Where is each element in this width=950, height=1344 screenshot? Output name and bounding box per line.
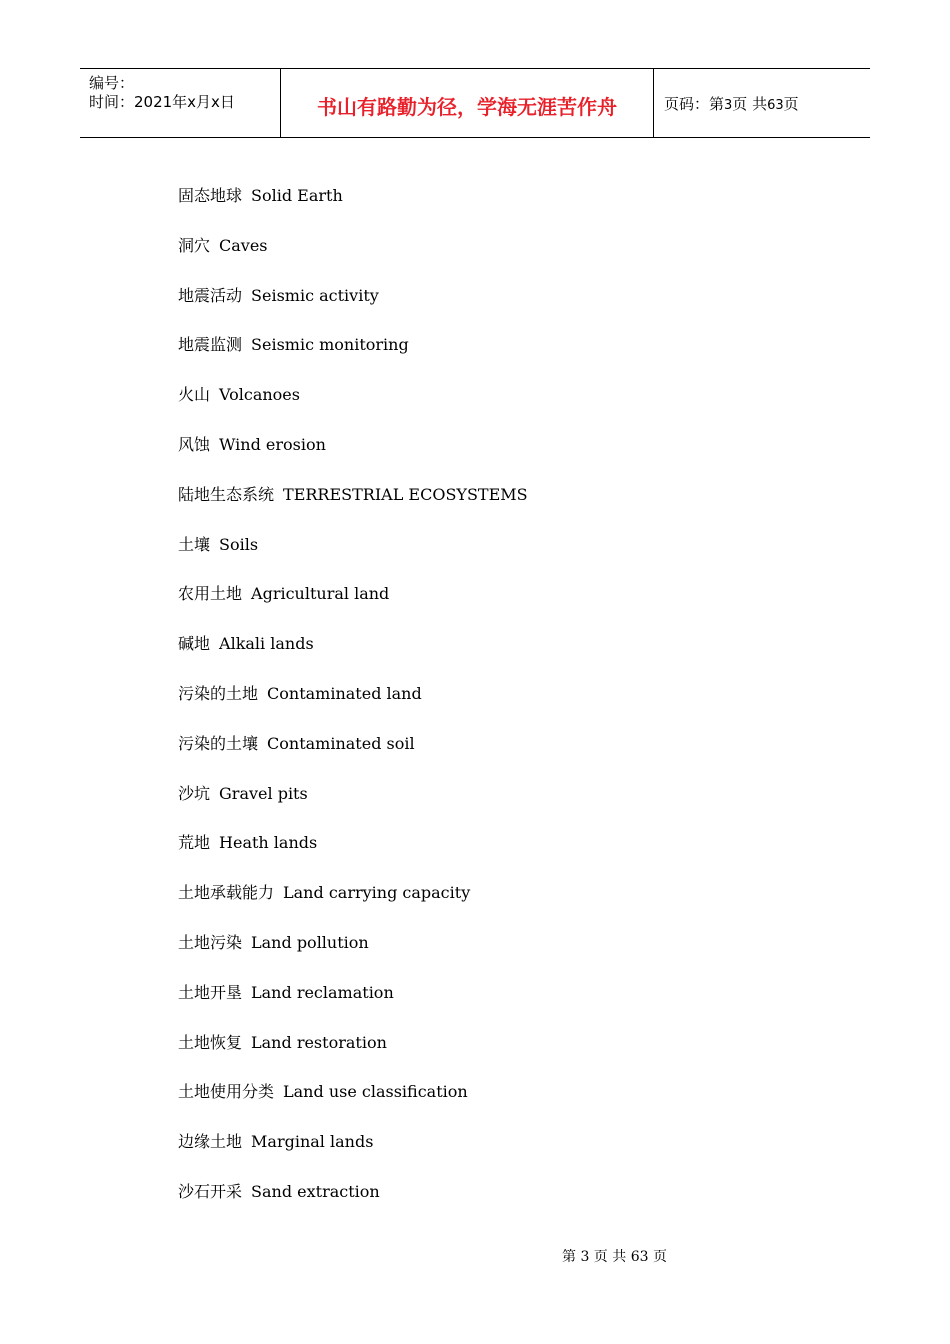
- term-english: Alkali lands: [219, 634, 314, 654]
- page-footer: 第 3 页 共 63 页: [562, 1249, 667, 1265]
- term-english: Land use classification: [283, 1082, 468, 1102]
- term-chinese: 固态地球: [178, 186, 243, 205]
- glossary-entry: [178, 235, 528, 285]
- glossary-entry: [178, 285, 528, 335]
- glossary-entry: [178, 583, 528, 633]
- glossary-entry: [178, 882, 528, 932]
- glossary-entry: [178, 832, 528, 882]
- term-english: Sand extraction: [251, 1181, 380, 1201]
- glossary-entry: [178, 783, 528, 833]
- term-english: Contaminated soil: [267, 733, 415, 753]
- term-english: Solid Earth: [251, 186, 343, 205]
- header-page-cell: [654, 69, 870, 137]
- term-chinese: 污染的土地: [178, 683, 259, 703]
- term-chinese: 土壤: [178, 534, 211, 554]
- term-chinese: 地震监测: [178, 335, 243, 355]
- header-motto: 书山有路勤为径，学海无涯苦作舟: [317, 95, 617, 119]
- term-chinese: 土地承载能力: [178, 883, 275, 903]
- glossary-entry: [178, 633, 528, 683]
- term-chinese: 土地使用分类: [178, 1082, 275, 1102]
- page-prefix: 页码：第: [664, 95, 725, 113]
- term-chinese: 污染的土壤: [178, 733, 259, 753]
- term-english: TERRESTRIAL ECOSYSTEMS: [283, 484, 528, 504]
- term-chinese: 碱地: [178, 634, 211, 654]
- term-english: Land restoration: [251, 1032, 387, 1052]
- term-chinese: 土地开垦: [178, 982, 243, 1002]
- term-english: Seismic activity: [251, 285, 379, 305]
- glossary-entry: [178, 185, 528, 235]
- term-chinese: 土地恢复: [178, 1032, 243, 1052]
- term-english: Land pollution: [251, 932, 369, 952]
- glossary-entry: [178, 534, 528, 584]
- glossary-entry: [178, 683, 528, 733]
- term-english: Marginal lands: [251, 1132, 374, 1152]
- glossary-entry: [178, 384, 528, 434]
- term-english: Volcanoes: [219, 385, 300, 405]
- term-chinese: 沙坑: [178, 783, 211, 803]
- term-chinese: 地震活动: [178, 285, 243, 305]
- term-english: Agricultural land: [251, 584, 390, 604]
- term-english: Caves: [219, 235, 268, 255]
- glossary-entry: [178, 334, 528, 384]
- document-number-label: 编号：: [89, 74, 135, 92]
- term-chinese: 农用土地: [178, 584, 243, 604]
- glossary-entry: [178, 484, 528, 534]
- page-header: [80, 68, 870, 138]
- page-mid: 页 共: [732, 95, 768, 113]
- term-chinese: 荒地: [178, 833, 211, 853]
- header-motto-cell: [281, 69, 654, 137]
- glossary-entry: [178, 1181, 528, 1231]
- term-english: Heath lands: [219, 833, 318, 853]
- page-current: 3: [724, 98, 733, 113]
- term-chinese: 边缘土地: [178, 1132, 243, 1152]
- document-date: 时间：2021年x月x日: [89, 93, 235, 111]
- term-english: Contaminated land: [267, 683, 422, 703]
- term-chinese: 土地污染: [178, 932, 243, 952]
- term-english: Land carrying capacity: [283, 883, 471, 903]
- glossary-entry: [178, 733, 528, 783]
- term-chinese: 陆地生态系统: [178, 484, 275, 504]
- header-page-number: [664, 93, 799, 114]
- term-english: Seismic monitoring: [251, 335, 409, 355]
- page-suffix: 页: [783, 95, 799, 113]
- glossary-entry: [178, 1131, 528, 1181]
- header-meta-cell: [80, 69, 281, 137]
- term-chinese: 沙石开采: [178, 1181, 243, 1201]
- glossary-entry: [178, 982, 528, 1032]
- term-english: Gravel pits: [219, 783, 308, 803]
- term-english: Soils: [219, 534, 259, 554]
- term-chinese: 洞穴: [178, 235, 211, 255]
- glossary-entry: [178, 1081, 528, 1131]
- glossary-entry: [178, 932, 528, 982]
- term-english: Wind erosion: [219, 434, 326, 454]
- glossary-entry: [178, 434, 528, 484]
- term-chinese: 风蚀: [178, 434, 211, 454]
- term-chinese: 火山: [178, 385, 211, 405]
- page-total: 63: [767, 98, 784, 113]
- term-english: Land reclamation: [251, 982, 394, 1002]
- glossary-entry: [178, 1032, 528, 1082]
- glossary-list: [178, 185, 528, 1231]
